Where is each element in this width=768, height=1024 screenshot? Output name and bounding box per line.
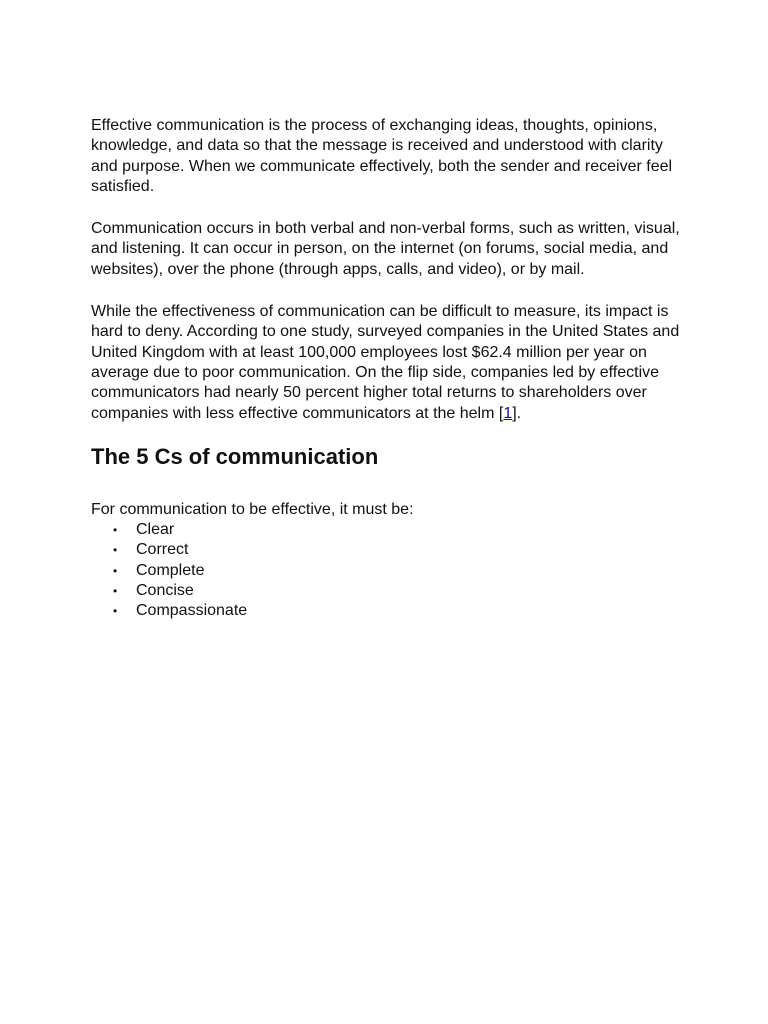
bullet-icon: • bbox=[113, 584, 118, 599]
reference-link-1[interactable]: 1 bbox=[503, 404, 513, 422]
list-item-label: Complete bbox=[136, 561, 205, 579]
list-item-clear bbox=[91, 520, 683, 540]
bullet-icon: • bbox=[113, 543, 118, 558]
five-cs-list bbox=[91, 520, 683, 621]
document-body bbox=[91, 116, 683, 622]
bullet-icon: • bbox=[113, 523, 118, 538]
paragraph-definition: Effective communication is the process of exchanging ideas, thoughts, opinions, knowledge, and data so that the message is received and understood with clarity and purpose. When we communicate effectively, both the sender and receiver feel satisfied. bbox=[91, 117, 673, 195]
list-item-label: Correct bbox=[136, 541, 189, 559]
paragraph-impact-text: While the effectiveness of communication can be difficult to measure, its impact is hard to deny. According to one study, surveyed companies in the United States and United Kingdom with at least 100,000 employees lost $62.4 million per year on average due to poor communication. On the flip side, companies led by effective communicators had nearly 50 percent higher total returns to shareholders over companies with less effective communicators at the helm [ bbox=[91, 303, 680, 422]
bullet-icon: • bbox=[113, 563, 118, 578]
section-heading: The 5 Cs of communication bbox=[91, 443, 379, 469]
list-item-correct bbox=[91, 540, 683, 560]
bullet-icon: • bbox=[113, 604, 118, 619]
list-intro: For communication to be effective, it must be: bbox=[91, 500, 414, 518]
list-item-label: Compassionate bbox=[136, 602, 248, 620]
list-item-compassionate bbox=[91, 601, 683, 621]
paragraph-impact-tail: ]. bbox=[512, 404, 522, 422]
list-item-label: Concise bbox=[136, 582, 194, 600]
paragraph-impact bbox=[91, 302, 683, 424]
list-item-complete bbox=[91, 561, 683, 581]
paragraph-forms: Communication occurs in both verbal and non-verbal forms, such as written, visual, and listening. It can occur in person, on the internet (on forums, social media, and websites), over the phone (through apps, calls, and video), or by mail. bbox=[91, 220, 680, 278]
list-item-concise bbox=[91, 581, 683, 601]
list-item-label: Clear bbox=[136, 521, 175, 539]
